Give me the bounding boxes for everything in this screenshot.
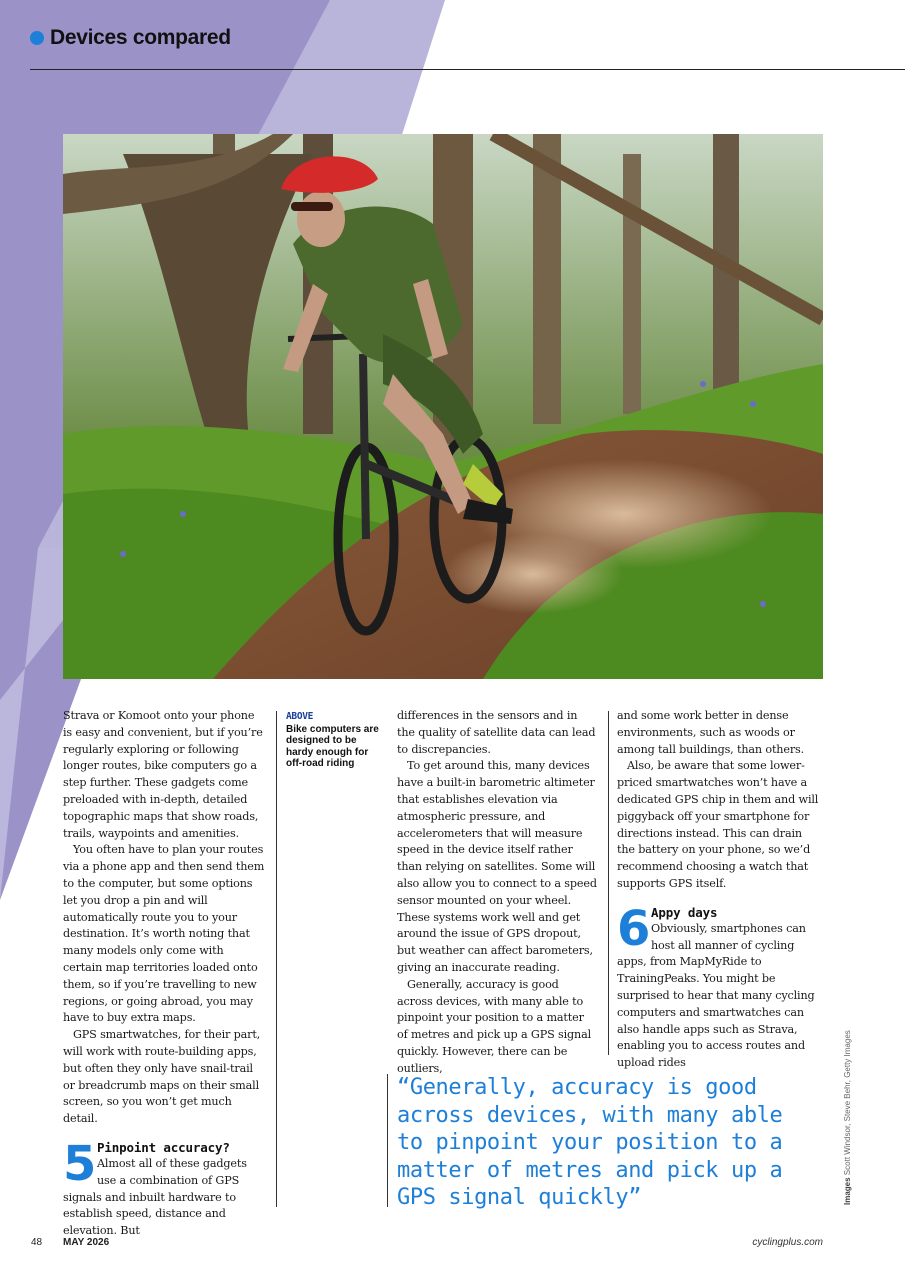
quote-rule xyxy=(387,1074,388,1207)
section-number: 6 xyxy=(617,900,651,957)
section-header xyxy=(30,26,231,50)
paragraph: Also, be aware that some lower-priced smartwatches won’t have a dedicated GPS chip in them and will piggyback off your smartphone for directions instead. This can drain the battery on your phone, so we’d recommend choosing a watch that supports GPS itself. xyxy=(617,759,819,890)
column-divider xyxy=(276,711,277,1207)
section-text: Almost all of these gadgets use a combination of GPS signals and inbuilt hardware to establish speed, distance and elevation. But xyxy=(63,1156,247,1238)
cyclist-illustration xyxy=(63,134,823,679)
website-link[interactable]: cyclingplus.com xyxy=(752,1237,823,1248)
paragraph: You often have to plan your routes via a phone app and then send them to the computer, but some options let you drop a pin and will automatically route you to your destination. It’s worth noting that many models only come with certain map territories loaded onto them, so if you’re travelling to new regions, or going abroad, you may have to buy extra maps. xyxy=(63,843,265,1025)
section-title: Devices compared xyxy=(50,26,231,49)
paragraph: differences in the sensors and in the quality of satellite data can lead to discrepancies. xyxy=(397,709,596,756)
image-credit xyxy=(843,1030,852,1205)
section-number: 5 xyxy=(63,1135,97,1192)
page-number: 48 xyxy=(31,1237,43,1248)
paragraph: and some work better in dense environments, such as woods or among tall buildings, than others. xyxy=(617,709,805,756)
photo-caption xyxy=(286,711,382,770)
section-6 xyxy=(617,900,823,1072)
caption-label: ABOVE xyxy=(286,711,314,722)
paragraph: Strava or Komoot onto your phone is easy and convenient, but if you’re regularly exploring or following longer routes, bike computers go a step further. These gadgets come preloaded with in-depth, detailed topographic maps that show roads, trails, waypoints and amenities. xyxy=(63,709,263,840)
paragraph: Generally, accuracy is good across devices, with many able to pinpoint your position to a matter of metres and pick up a GPS signal quickly. However, there can be outliers, xyxy=(397,977,592,1075)
body-column-1 xyxy=(63,708,265,1240)
issue-date: MAY 2026 xyxy=(63,1237,110,1248)
section-heading: Pinpoint accuracy? xyxy=(97,1139,230,1155)
credit-label: Images xyxy=(843,1177,852,1205)
paragraph: GPS smartwatches, for their part, will work with route-building apps, but often they only have snail-trail or breadcrumb maps on their small screen, so you won’t get much detail. xyxy=(63,1028,261,1126)
body-column-3 xyxy=(397,708,597,1078)
section-heading: Appy days xyxy=(651,904,718,920)
body-column-4 xyxy=(617,708,823,1072)
bullet-dot-icon xyxy=(30,31,44,45)
column-divider xyxy=(608,711,609,1055)
section-5 xyxy=(63,1135,265,1240)
caption-text: Bike computers are designed to be hardy enough for off-road riding xyxy=(286,723,379,769)
credit-text: Scott Windsor, Steve Behr, Getty Images xyxy=(843,1030,852,1176)
hero-photo xyxy=(63,134,823,679)
header-rule xyxy=(30,69,905,70)
section-text: Obviously, smartphones can host all manner of cycling apps, from MapMyRide to TrainingPeaks. You might be surprised to hear that many cycling computers and smartwatches can also handle apps such as Strava, enabling you to access routes and upload rides xyxy=(617,921,815,1070)
paragraph: To get around this, many devices have a built-in barometric altimeter that establishes elevation via atmospheric pressure, and accelerometers that will measure speed in the device itself rather than relying on satellites. Some will also allow you to connect to a speed sensor mounted on your wheel. These systems work well and get around the issue of GPS dropout, but weather can affect barometers, giving an inaccurate reading. xyxy=(397,759,597,974)
pull-quote: “Generally, accuracy is good across devices, with many able to pinpoint your position to a matter of metres and pick up a GPS signal quickly” xyxy=(397,1075,783,1210)
